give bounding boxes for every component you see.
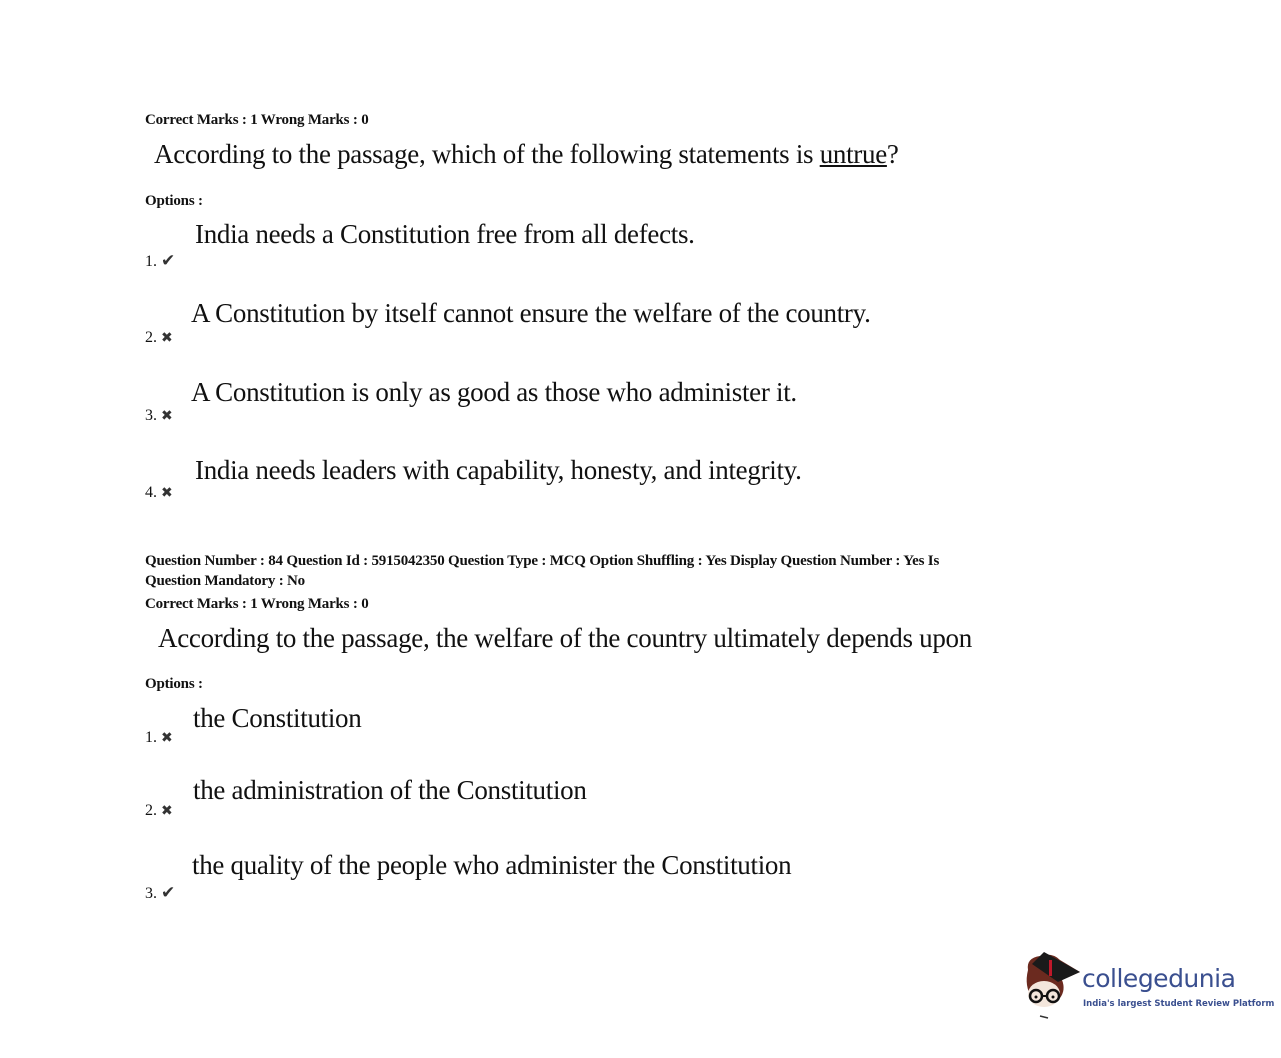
check-icon: ✔ [161,251,176,270]
option-text: the Constitution [193,703,362,733]
option-number [145,802,173,820]
cross-icon: ✖ [161,409,173,424]
options-label: Options : [145,193,203,209]
logo-tagline: India's largest Student Review Platform [1083,999,1275,1009]
option-index: 1. [145,253,157,270]
collegedunia-logo [1022,950,1275,1020]
logo-wordmark: collegedunia [1082,964,1236,993]
question-info: Question Number : 84 Question Id : 5915042350 Question Type : MCQ Option Shuffling : Yes Display Question Number : Yes Is [145,553,940,569]
mascot-icon [1022,950,1082,1020]
option-text: India needs a Constitution free from all defects. [195,219,695,249]
question-text: According to the passage, the welfare of the country ultimately depends upon [158,623,972,653]
question-text-part: According to the passage, which of the following statements is [154,139,820,169]
option-index: 2. [145,802,157,819]
question-text [154,139,899,170]
option-number [145,251,175,271]
option-index: 4. [145,484,157,501]
option-text: the administration of the Constitution [193,775,587,805]
cross-icon: ✖ [161,331,173,346]
marks-info: Correct Marks : 1 Wrong Marks : 0 [145,596,369,612]
option-number [145,883,175,903]
check-icon: ✔ [161,883,176,902]
option-number [145,329,173,347]
option-text: A Constitution is only as good as those who administer it. [191,377,797,407]
cross-icon: ✖ [161,731,173,746]
option-index: 3. [145,885,157,902]
option-number [145,484,173,502]
option-number [145,407,173,425]
question-emphasis: untrue [819,139,887,169]
cross-icon: ✖ [161,486,173,501]
option-index: 2. [145,329,157,346]
option-number [145,729,173,747]
option-text: India needs leaders with capability, honesty, and integrity. [195,455,802,485]
cross-icon: ✖ [161,804,173,819]
question-info: Question Mandatory : No [145,573,305,589]
option-text: A Constitution by itself cannot ensure the welfare of the country. [191,298,871,328]
question-text-part: ? [886,139,899,169]
marks-info: Correct Marks : 1 Wrong Marks : 0 [145,112,369,128]
option-index: 3. [145,407,157,424]
option-text: the quality of the people who administer the Constitution [192,850,792,880]
options-label: Options : [145,676,203,692]
option-index: 1. [145,729,157,746]
